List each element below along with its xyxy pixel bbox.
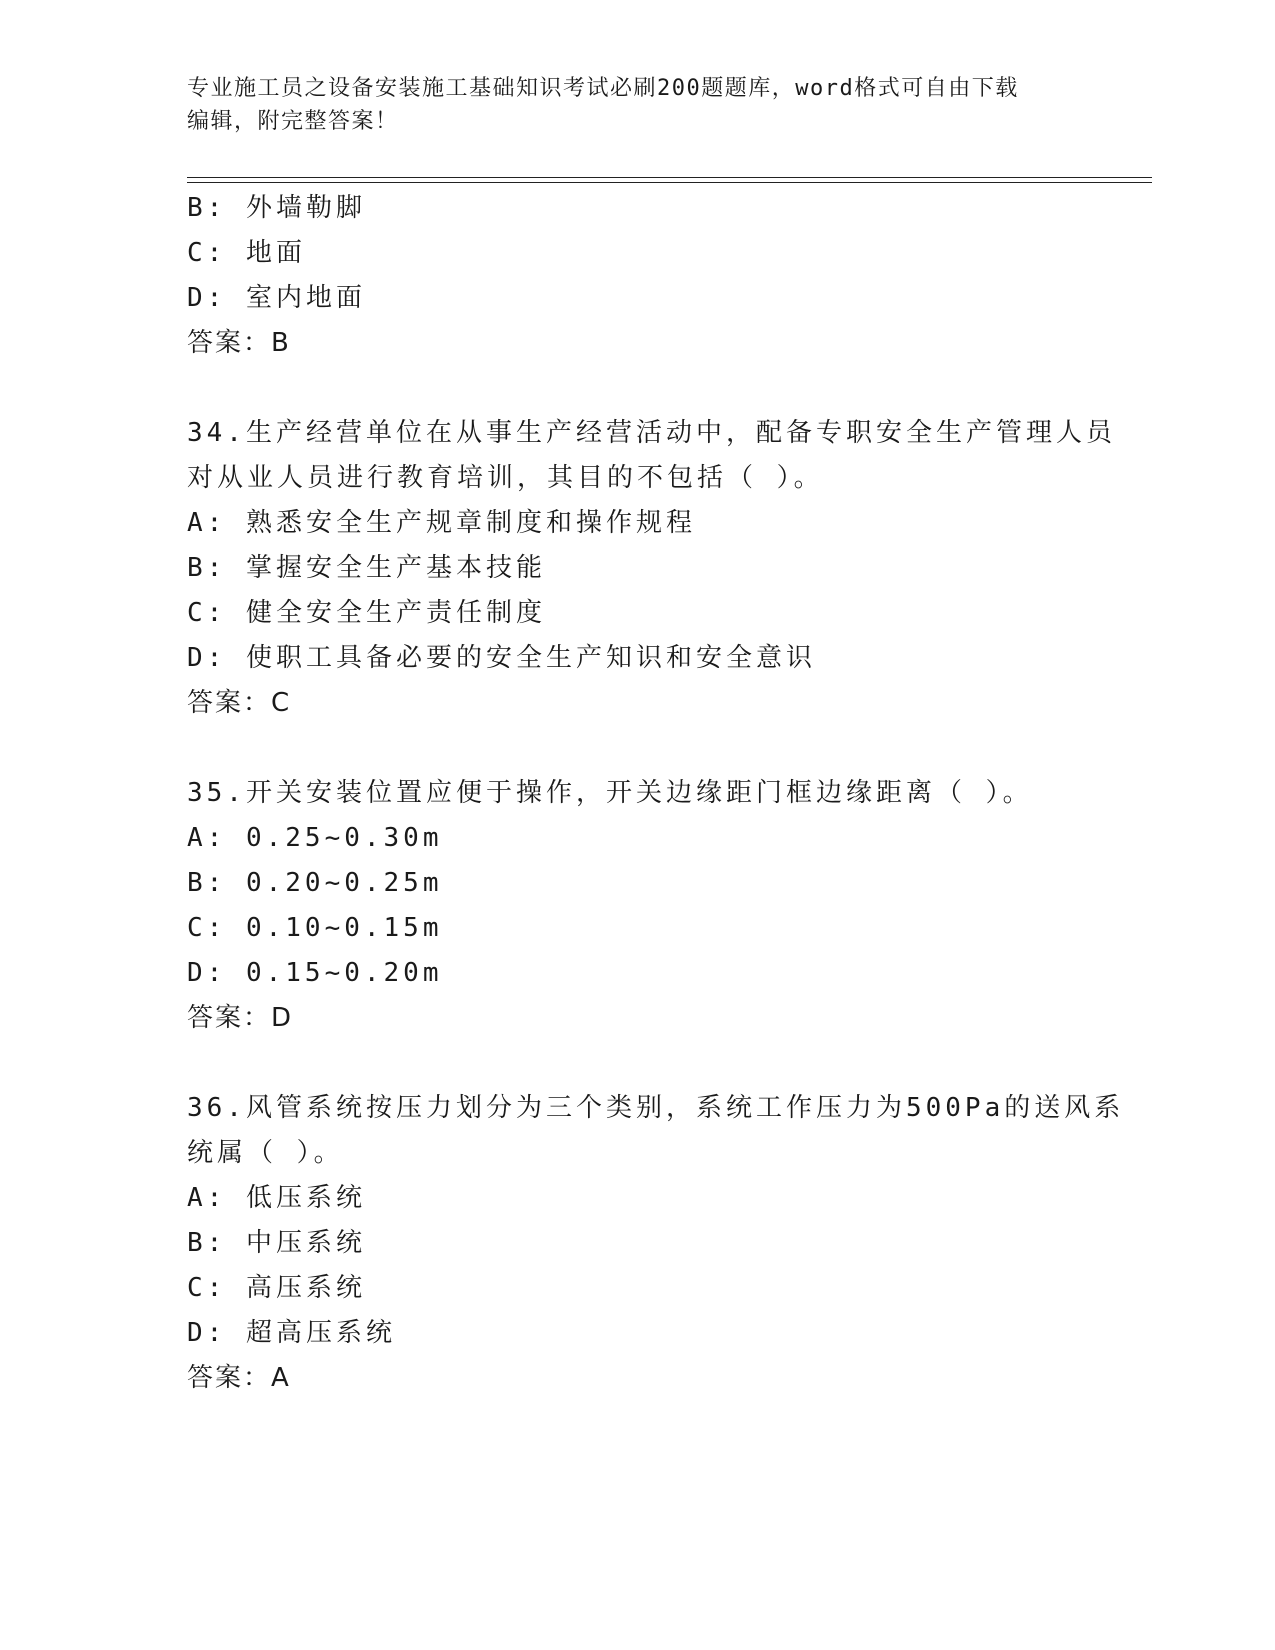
q34-answer: 答案：C: [187, 688, 292, 718]
q34-stem-line-2: 对从业人员进行教育培训，其目的不包括（ ）。: [187, 463, 824, 493]
q33-option-c: C: 地面: [187, 238, 306, 268]
q36-option-d: D: 超高压系统: [187, 1318, 396, 1348]
q34-option-d: D: 使职工具备必要的安全生产知识和安全意识: [187, 643, 816, 673]
header-title-line-1: 专业施工员之设备安装施工基础知识考试必刷200题题库，word格式可自由下载: [187, 76, 1019, 101]
header-title-line-2: 编辑，附完整答案！: [187, 109, 399, 134]
q34-option-c: C: 健全安全生产责任制度: [187, 598, 546, 628]
q35-option-b: B: 0.20~0.25m: [187, 868, 443, 898]
q34-option-b: B: 掌握安全生产基本技能: [187, 553, 546, 583]
q36-stem-line-2: 统属（ ）。: [187, 1138, 344, 1168]
q35-answer: 答案：D: [187, 1003, 294, 1033]
q33-answer: 答案：B: [187, 328, 291, 358]
q35-option-c: C: 0.10~0.15m: [187, 913, 443, 943]
document-header: [187, 72, 1087, 138]
q34-stem-line-1: 34.生产经营单位在从事生产经营活动中，配备专职安全生产管理人员: [187, 418, 1116, 448]
q35-option-a: A: 0.25~0.30m: [187, 823, 443, 853]
q35-option-d: D: 0.15~0.20m: [187, 958, 443, 988]
q36-answer: 答案：A: [187, 1363, 291, 1393]
q36-option-a: A: 低压系统: [187, 1183, 366, 1213]
q36-option-b: B: 中压系统: [187, 1228, 366, 1258]
header-divider-bottom: [187, 182, 1152, 183]
q34-option-a: A: 熟悉安全生产规章制度和操作规程: [187, 508, 696, 538]
q33-option-b: B: 外墙勒脚: [187, 193, 366, 223]
q36-stem-line-1: 36.风管系统按压力划分为三个类别，系统工作压力为500Pa的送风系: [187, 1093, 1125, 1123]
q35-stem-line-1: 35.开关安装位置应便于操作，开关边缘距门框边缘距离（ ）。: [187, 778, 1033, 808]
q36-option-c: C: 高压系统: [187, 1273, 366, 1303]
q33-option-d: D: 室内地面: [187, 283, 366, 313]
header-divider-top: [187, 177, 1152, 178]
